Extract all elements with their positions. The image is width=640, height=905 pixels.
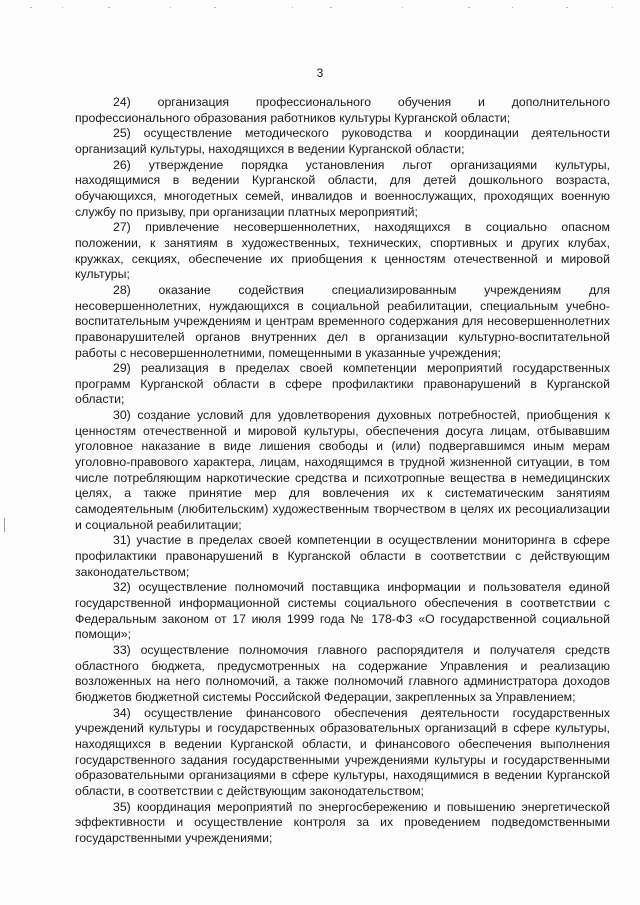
list-item-29: 29) реализация в пределах своей компетенции мероприятий государственных программ Курганской области в сфере профилактики правонарушений в Курганской области; bbox=[75, 361, 610, 407]
list-item-30: 30) создание условий для удовлетворения духовных потребностей, приобщения к ценностям отечественной и мировой культуры, обеспечения досуга лицам, отбывавшим уголовное наказание в виде лишения свободы и (или) подвергавшимся иным мерам уголовно-правового характера, лицам, находящимся в трудной жизненной ситуации, в том числе потребляющим наркотические средства и психотропные вещества в немедицинских целях, а также принятие мер для вовлечения их к систематическим занятиям самодеятельным (любительским) художественным творчеством в целях их ресоциализации и социальной реабилитации; bbox=[75, 408, 610, 532]
list-item-33: 33) осуществление полномочия главного распорядителя и получателя средств областного бюджета, предусмотренных на содержание Управления и реализацию возложенных на него полномочий, а также полномочий главного администратора доходов бюджетов бюджетной системы Российской Федерации, закрепленных за Управлением; bbox=[75, 642, 610, 704]
list-item-24: 24) организация профессионального обучения и дополнительного профессионального образования работников культуры Курганской области; bbox=[75, 95, 610, 125]
list-item-35: 35) координация мероприятий по энергосбережению и повышению энергетической эффективности и осуществление контроля за их проведением подведомственными государственными учреждениями; bbox=[75, 799, 610, 845]
document-body bbox=[75, 95, 610, 847]
list-item-34: 34) осуществление финансового обеспечения деятельности государственных учреждений культуры и государственных образовательных организаций в сфере культуры, находящихся в ведении Курганской области, и финансового обеспечения выполнения государственного задания государственными учреждениями культуры и государственными образовательными организациями в сфере культуры, находящимися в ведении Курганской области, в соответствии с действующим законодательством; bbox=[75, 705, 610, 798]
scan-artifact-dots bbox=[0, 6, 640, 10]
page-number: 3 bbox=[316, 66, 324, 80]
list-item-31: 31) участие в пределах своей компетенции в осуществлении мониторинга в сфере профилактики правонарушений в Курганской области в соответствии с действующим законодательством; bbox=[75, 533, 610, 579]
list-item-27: 27) привлечение несовершеннолетних, находящихся в социально опасном положении, к занятиям в художественных, технических, спортивных и других клубах, кружках, секциях, обеспечение их приобщения к ценностям отечественной и мировой культуры; bbox=[75, 220, 610, 282]
list-item-26: 26) утверждение порядка установления льгот организациями культуры, находящимися в ведении Курганской области, для детей дошкольного возраста, обучающихся, многодетных семей, инвалидов и военнослужащих, проходящих военную службу по призыву, при организации платных мероприятий; bbox=[75, 157, 610, 219]
list-item-32: 32) осуществление полномочий поставщика информации и пользователя единой государственной информационной системы социального обеспечения в соответствии с Федеральным законом от 17 июля 1999 года № 178-ФЗ «О государственной социальной помощи»; bbox=[75, 580, 610, 642]
list-item-25: 25) осуществление методического руководства и координации деятельности организаций культуры, находящихся в ведении Курганской области; bbox=[75, 126, 610, 156]
scan-margin-mark bbox=[4, 518, 5, 532]
list-item-28: 28) оказание содействия специализированным учреждениям для несовершеннолетних, нуждающихся в социальной реабилитации, специальным учебно-воспитательным учреждениям и центрам временного содержания для несовершеннолетних правонарушителей органов внутренних дел в организации культурно-воспитательной работы с несовершеннолетними, помещенными в указанные учреждения; bbox=[75, 282, 610, 360]
